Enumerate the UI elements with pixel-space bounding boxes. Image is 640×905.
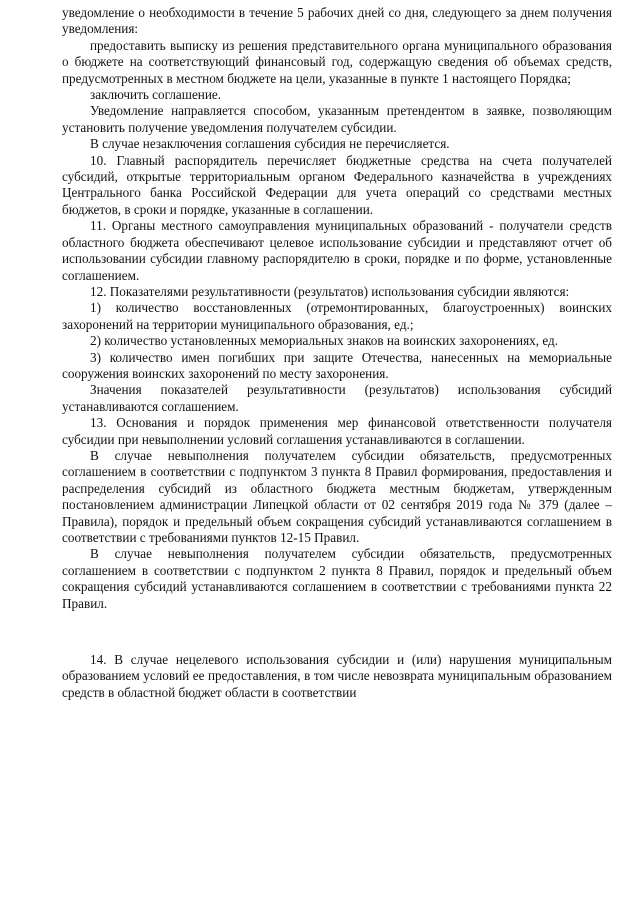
blank-space — [62, 612, 612, 652]
paragraph-item-12: 12. Показателями результативности (результатов) использования субсидии являются: — [90, 283, 570, 299]
paragraph-item-14: 14. В случае нецелевого использования субсидии и (или) нарушения муниципальным образованием условий ее предоставления, в том числе невозврата муниципальным образованием средств в областной бюджет области в соответствии — [62, 652, 612, 700]
paragraph-indicator-1: 1) количество восстановленных (отремонтированных, благоустроенных) воинских захоронений на территории муниципального образования, ед.; — [62, 300, 612, 332]
paragraph-notice-method: Уведомление направляется способом, указанным претендентом в заявке, позволяющим установить получение уведомления получателем субсидии. — [62, 103, 612, 135]
paragraph-indicator-2: 2) количество установленных мемориальных знаков на воинских захоронениях, ед. — [90, 333, 559, 349]
paragraph-indicator-values: Значения показателей результативности (результатов) использования субсидий устанавливаются соглашением. — [62, 382, 612, 414]
document-body — [62, 5, 612, 701]
paragraph-reduction-rules-2: В случае невыполнения получателем субсидии обязательств, предусмотренных соглашением в соответствии с подпунктом 2 пункта 8 Правил, порядок и предельный объем сокращения субсидий устанавливаются соглашением в соответствии с требованиями пункта 22 Правил. — [62, 546, 612, 611]
paragraph-indicator-3: 3) количество имен погибших при защите Отечества, нанесенных на мемориальные сооружения воинских захоронений по месту захоронения. — [62, 349, 612, 381]
paragraph-reduction-rules-1: В случае невыполнения получателем субсидии обязательств, предусмотренных соглашением в соответствии с подпунктом 3 пункта 8 Правил формирования, предоставления и распределения субсидий из областного бюджета местным бюджетам, утвержденным постановлением администрации Липецкой области от 02 сентября 2019 года № 379 (далее – Правила), порядок и предельный объем сокращения субсидий устанавливаются соглашением в соответствии с требованиями пунктов 12-15 Правил. — [62, 447, 612, 545]
paragraph-provide-extract: предоставить выписку из решения представительного органа муниципального образования о бюджете на соответствующий финансовый год, содержащую сведения об объемах средств, предусмотренных в местном бюджете на цели, указанные в пункте 1 настоящего Порядка; — [62, 37, 612, 86]
paragraph-conclude-agreement: заключить соглашение. — [90, 87, 222, 103]
paragraph-notice-intro: уведомление о необходимости в течение 5 рабочих дней со дня, следующего за днем получения уведомления: — [62, 5, 612, 37]
paragraph-item-11: 11. Органы местного самоуправления муниципальных образований - получатели средств областного бюджета обеспечивают целевое использование субсидии и представляют отчет об использовании субсидии главному распорядителю в сроки, порядке и по форме, установленные соглашением. — [62, 218, 612, 283]
paragraph-item-13: 13. Основания и порядок применения мер финансовой ответственности получателя субсидии при невыполнении условий соглашения устанавливаются в соглашении. — [62, 415, 612, 447]
paragraph-no-agreement: В случае незаключения соглашения субсидия не перечисляется. — [90, 136, 450, 152]
paragraph-item-10: 10. Главный распорядитель перечисляет бюджетные средства на счета получателей субсидий, открытые территориальным органом Федерального казначейства в учреждениях Центрального банка Российской Федерации для учета операций со средствами местных бюджетов, в сроки и порядке, указанные в соглашении. — [62, 152, 612, 217]
